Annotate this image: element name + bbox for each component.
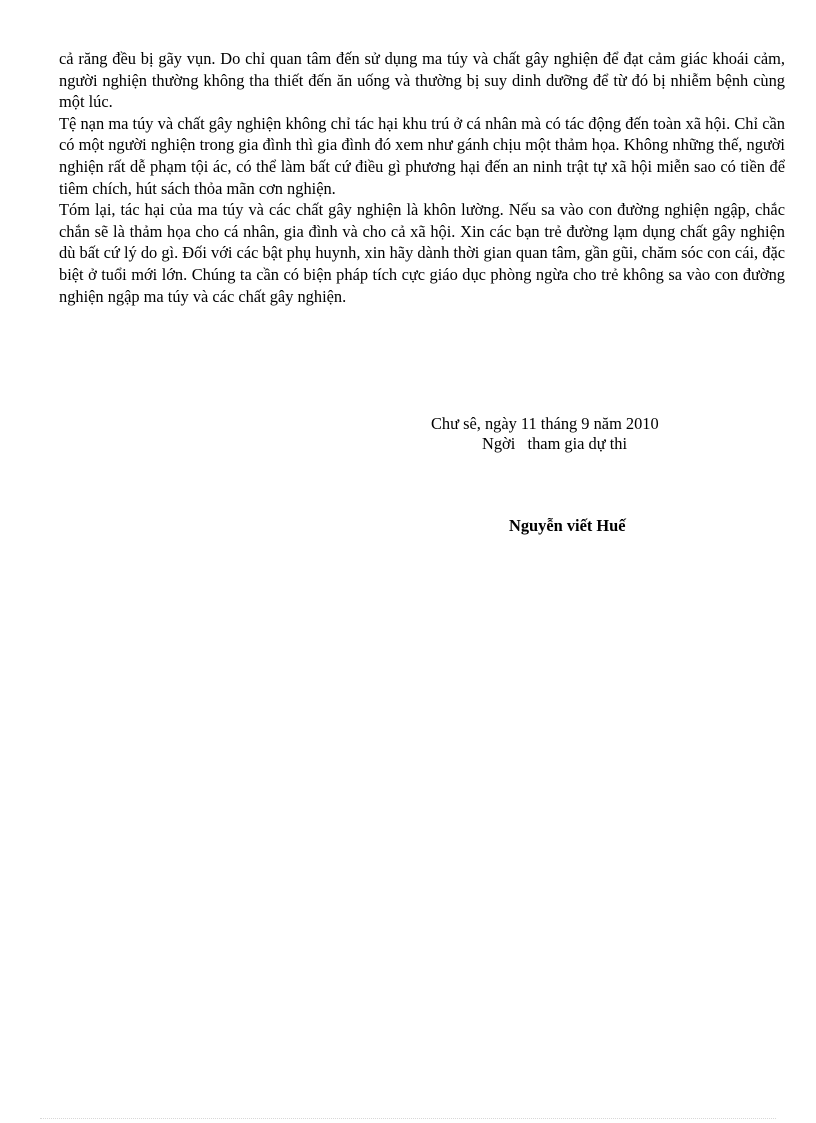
page-bottom-divider <box>40 1118 776 1119</box>
signature-role: Ngời tham gia dự thi <box>482 434 628 453</box>
body-text <box>59 48 785 307</box>
paragraph-conclusion: Tóm lại, tác hại của ma túy và các chất gây nghiện là khôn lường. Nếu sa vào con đường nghiện ngập, chắc chắn sẽ là thảm họa cho cá nhân, gia đình và cho cả xã hội. Xin các bạn trẻ đường lạm dụng chất gây nghiện dù bất cứ lý do gì. Đối với các bật phụ huynh, xin hãy dành thời gian quan tâm, gần gũi, chăm sóc con cái, đặc biệt ở tuổi mới lớn. Chúng ta cần có biện pháp tích cực giáo dục phòng ngừa cho trẻ không sa vào con đường nghiện ngập ma túy và các chất gây nghiện. <box>59 200 785 306</box>
signature-name: Nguyễn viết Huế <box>509 516 626 535</box>
paragraph-drug-health-effects: cả răng đều bị gãy vụn. Do chỉ quan tâm đến sử dụng ma túy và chất gây nghiện để đạt cảm giác khoái cảm, người nghiện thường không tha thiết đến ăn uống và thường bị suy dinh dưỡng để từ đó bị nhiễm bệnh cùng một lúc. <box>59 49 785 112</box>
signature-place-date: Chư sê, ngày 11 tháng 9 năm 2010 <box>431 414 659 433</box>
paragraph-social-impact: Tệ nạn ma túy và chất gây nghiện không chỉ tác hại khu trú ở cá nhân mà có tác động đến toàn xã hội. Chỉ cần có một người nghiện trong gia đình thì gia đình đó xem như gánh chịu một thảm họa. Không những thế, người nghiện rất dễ phạm tội ác, có thể làm bất cứ điều gì phương hại đến an ninh trật tự xã hội miễn sao có tiền để tiêm chích, hút sách thỏa mãn cơn nghiện. <box>59 113 785 198</box>
